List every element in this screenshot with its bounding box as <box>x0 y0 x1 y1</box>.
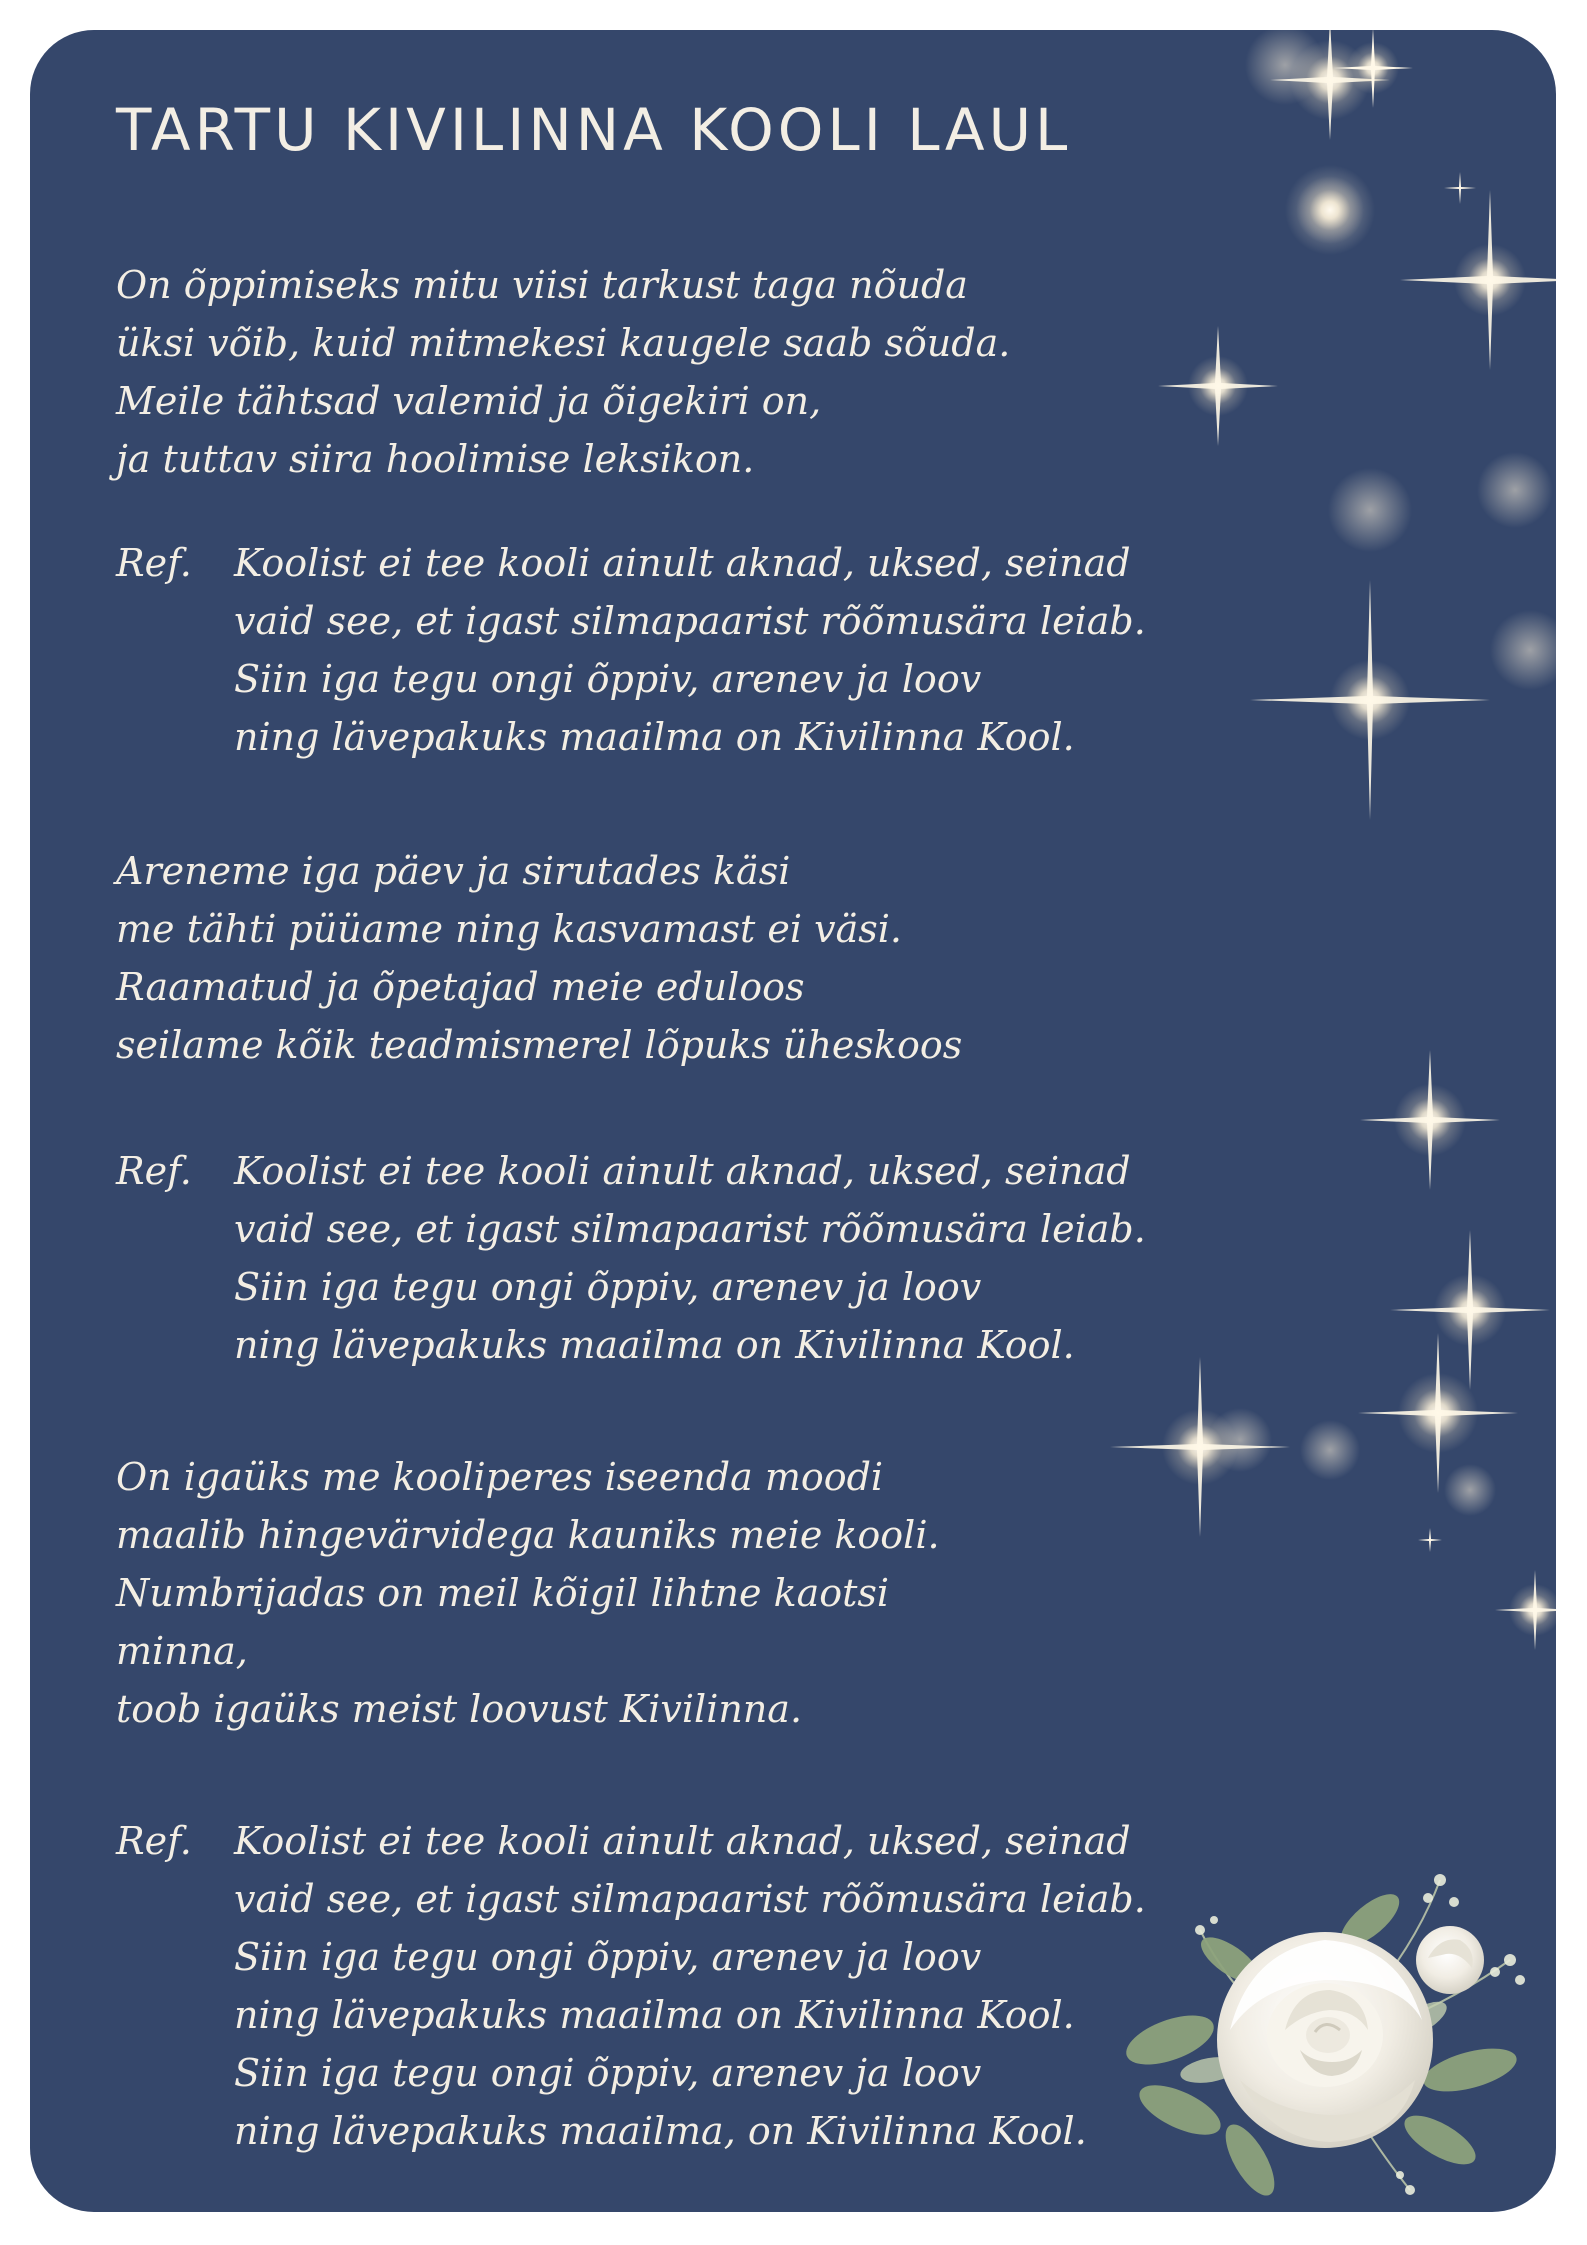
bokeh-light <box>1490 610 1556 690</box>
refrain-line: vaid see, et igast silmapaarist rõõmusära leiab. <box>234 1877 1146 1921</box>
refrain-line: Siin iga tegu ongi õppiv, arenev ja loov <box>234 2051 982 2095</box>
verse-line: maalib hingevärvidega kauniks meie kooli. <box>116 1513 940 1557</box>
verse-line: minna, <box>116 1629 248 1673</box>
verse-line: On õppimiseks mitu viisi tarkust taga nõuda <box>116 263 968 307</box>
song-card <box>30 30 1556 2212</box>
bokeh-light <box>1477 452 1553 528</box>
verse-line: üksi võib, kuid mitmekesi kaugele saab sõuda. <box>116 321 1011 365</box>
bokeh-light <box>1328 468 1412 552</box>
sparkle-star <box>1358 1333 1518 1493</box>
sparkle-star <box>1110 1357 1290 1537</box>
refrain-label: Ref. <box>116 1819 192 1863</box>
verse-line: Meile tähtsad valemid ja õigekiri on, <box>116 379 822 423</box>
verse-2 <box>116 842 962 1074</box>
refrain-label: Ref. <box>116 1149 192 1193</box>
verse-line: toob igaüks meist loovust Kivilinna. <box>116 1687 803 1731</box>
verse-3 <box>116 1448 940 1738</box>
verse-line: On igaüks me kooliperes iseenda moodi <box>116 1455 884 1499</box>
refrain-line: Koolist ei tee kooli ainult aknad, uksed, seinad <box>234 1819 1131 1863</box>
refrain-line: Koolist ei tee kooli ainult aknad, uksed, seinad <box>234 541 1131 585</box>
refrain-label: Ref. <box>116 541 192 585</box>
bokeh-light <box>1444 1464 1496 1516</box>
verse-line: Areneme iga päev ja sirutades käsi <box>116 849 791 893</box>
refrain-line: ning lävepakuks maailma on Kivilinna Kool. <box>234 1993 1075 2037</box>
sparkle-star <box>1158 326 1278 446</box>
verse-line: ja tuttav siira hoolimise leksikon. <box>116 437 755 481</box>
song-title: TARTU KIVILINNA KOOLI LAUL <box>116 96 1072 164</box>
bokeh-light <box>1300 1420 1360 1480</box>
verse-line: me tähti püüame ning kasvamast ei väsi. <box>116 907 902 951</box>
sparkle-star <box>1418 1528 1442 1552</box>
refrain-line: Koolist ei tee kooli ainult aknad, uksed, seinad <box>234 1149 1131 1193</box>
sparkle-star <box>1250 580 1490 820</box>
verse-1 <box>116 256 1010 488</box>
sparkle-star <box>1296 176 1364 244</box>
refrain-line: vaid see, et igast silmapaarist rõõmusära leiab. <box>234 1207 1146 1251</box>
refrain-line: ning lävepakuks maailma on Kivilinna Kool. <box>234 1323 1075 1367</box>
verse-line: seilame kõik teadmismerel lõpuks üheskoos <box>116 1023 963 1067</box>
sparkle-star <box>1495 1570 1556 1650</box>
sparkle-star <box>1360 1050 1500 1190</box>
sparkle-star <box>1444 172 1476 204</box>
refrain-line: ning lävepakuks maailma, on Kivilinna Kool. <box>234 2109 1087 2153</box>
verse-line: Numbrijadas on meil kõigil lihtne kaotsi <box>116 1571 890 1615</box>
verse-line: Raamatud ja õpetajad meie eduloos <box>116 965 805 1009</box>
sparkle-star <box>1390 1230 1550 1390</box>
refrain-line: ning lävepakuks maailma on Kivilinna Kool. <box>234 715 1075 759</box>
sparkle-star <box>1400 190 1556 370</box>
white-rose-illustration <box>1110 1840 1550 2210</box>
refrain-line: Siin iga tegu ongi õppiv, arenev ja loov <box>234 1265 982 1309</box>
refrain-line: vaid see, et igast silmapaarist rõõmusära leiab. <box>234 599 1146 643</box>
refrain-line: Siin iga tegu ongi õppiv, arenev ja loov <box>234 657 982 701</box>
refrain-line: Siin iga tegu ongi õppiv, arenev ja loov <box>234 1935 982 1979</box>
